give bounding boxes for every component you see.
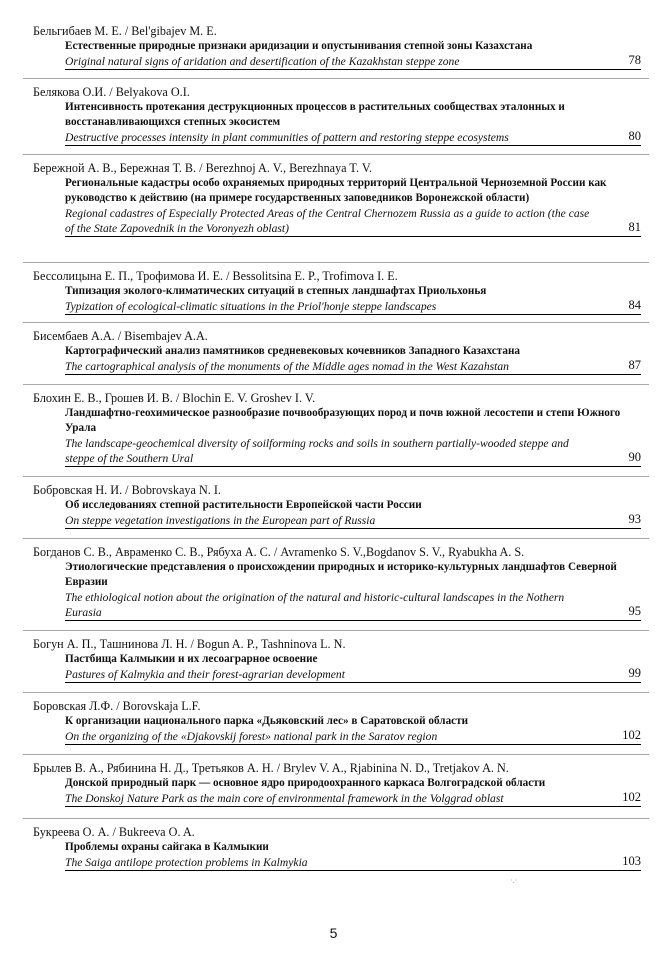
contents-entry	[33, 161, 641, 237]
entry-title-en: The Donskoj Nature Park as the main core of environmental framework in the Volggrad oblast	[65, 792, 504, 805]
entry-title-en: Pastures of Kalmykia and their forest-agrarian development	[65, 668, 345, 681]
entry-title-en: Regional cadastres of Especially Protected Areas of the Central Chernozem Russia as a guide to action (the case of the State Zapovednik in the Voronyezh oblast)	[65, 207, 590, 235]
entry-title-en: Original natural signs of aridation and desertification of the Kazakhstan steppe zone	[65, 55, 460, 68]
entry-title-ru: Региональные кадастры особо охраняемых природных территорий Центральной Черноземной России как руководство к действию (на примере государственных заповедников Воронежской области)	[65, 177, 607, 204]
entry-page-number: 78	[628, 53, 641, 67]
entry-authors: Бессолицына Е. П., Трофимова И. Е. / Bessolitsina E. P., Trofimova I. E.	[33, 269, 398, 283]
entry-authors: Бережной А. В., Бережная Т. В. / Berezhnoj A. V., Berezhnaya T. V.	[33, 161, 373, 175]
contents-entry	[33, 761, 641, 807]
entry-authors: Белякова О.И. / Belyakova O.I.	[33, 85, 190, 99]
entry-page-number: 103	[622, 854, 641, 868]
entry-authors: Бобровская Н. И. / Bobrovskaya N. I.	[33, 483, 221, 497]
entry-title-ru: Этиологические представления о происхождении природных и историко-культурных ландшафтов Северной Евразии	[65, 561, 617, 588]
entry-title-ru: Об исследованиях степной растительности Европейской части России	[65, 499, 422, 511]
scan-speck: ·.·	[510, 876, 518, 885]
entry-title-ru: Типизация эколого-климатических ситуаций в степных ландшафтах Приольхонья	[65, 285, 487, 297]
entry-page-number: 84	[628, 298, 641, 312]
entry-title-en: On steppe vegetation investigations in the European part of Russia	[65, 514, 376, 527]
entry-title-en: The landscape-geochemical diversity of soilforming rocks and soils in southern partially-wooded steppe and steppe of the Southern Ural	[65, 437, 569, 465]
entry-authors: Богун А. П., Ташнинова Л. Н. / Bogun A. P., Tashninova L. N.	[33, 637, 346, 651]
entry-title-en: Destructive processes intensity in plant communities of pattern and restoring steppe ecosystems	[65, 131, 509, 144]
contents-entry	[33, 329, 641, 375]
entry-authors: Боровская Л.Ф. / Borovskaja L.F.	[33, 699, 201, 713]
entry-title-ru: К организации национального парка «Дьяковский лес» в Саратовской области	[65, 715, 469, 727]
contents-entry	[33, 269, 641, 315]
contents-entry	[33, 545, 641, 621]
entry-page-number: 95	[628, 604, 641, 618]
contents-entry	[33, 637, 641, 683]
entry-page-number: 99	[628, 666, 641, 680]
entry-title-en: The cartographical analysis of the monuments of the Middle ages nomad in the West Kazahstan	[65, 360, 509, 373]
contents-entry	[33, 699, 641, 745]
contents-entry	[33, 391, 641, 467]
page-number: 5	[329, 925, 338, 941]
entry-page-number: 102	[622, 790, 641, 804]
contents-entry	[33, 85, 641, 146]
entry-title-ru: Донской природный парк — основное ядро природоохранного каркаса Волгоградской области	[65, 777, 546, 789]
entry-title-en: The ethiological notion about the origination of the natural and historic-cultural landscapes in the Nothern Eurasia	[65, 591, 565, 619]
entry-page-number: 80	[628, 129, 641, 143]
entry-authors: Блохин Е. В., Грошев И. В. / Blochin E. V. Groshev I. V.	[33, 391, 316, 405]
contents-entry	[33, 24, 641, 70]
entry-divider	[23, 78, 649, 79]
contents-entry	[33, 825, 641, 871]
entry-authors: Богданов С. В., Авраменко С. В., Рябуха А. С. / Avramenko S. V.,Bogdanov S. V., Ryabukha A. S.	[33, 545, 525, 559]
contents-entry	[33, 483, 641, 529]
entry-page-number: 102	[622, 728, 641, 742]
entry-title-ru: Пастбища Калмыкии и их лесоаграрное освоение	[65, 653, 318, 665]
entry-divider	[23, 384, 649, 385]
entry-divider	[23, 818, 649, 819]
entry-page-number: 93	[628, 512, 641, 526]
entry-page-number: 87	[628, 358, 641, 372]
entry-divider	[23, 630, 649, 631]
entry-title-en: On the organizing of the «Djakovskij forest» national park in the Saratov region	[65, 730, 438, 743]
entry-title-ru: Проблемы охраны сайгака в Калмыкии	[65, 841, 269, 853]
entry-title-ru: Естественные природные признаки аридизации и опустынивания степной зоны Казахстана	[65, 40, 533, 52]
entry-divider	[23, 476, 649, 477]
entry-title-ru: Ландшафтно-геохимическое разнообразие почвообразующих пород и почв южной лесостепи и степи Южного Урала	[65, 407, 621, 434]
entry-divider	[23, 262, 649, 263]
entry-divider	[23, 322, 649, 323]
entry-authors: Брылев В. А., Рябинина Н. Д., Третьяков А. Н. / Brylev V. A., Rjabinina N. D., Tretjakov A. N.	[33, 761, 509, 775]
entry-title-ru: Картографический анализ памятников средневековых кочевников Западного Казахстана	[65, 345, 521, 357]
entry-divider	[23, 692, 649, 693]
entry-title-ru: Интенсивность протекания деструкционных процессов в растительных сообществах эталонных и восстанавливающихся степных экосистем	[65, 101, 565, 128]
entry-divider	[23, 154, 649, 155]
entry-authors: Бельгибаев М. Е. / Bel'gibajev M. E.	[33, 24, 217, 38]
entry-page-number: 90	[628, 450, 641, 464]
entry-divider	[23, 538, 649, 539]
entry-authors: Бисембаев А.А. / Bisembajev A.A.	[33, 329, 208, 343]
entry-page-number: 81	[628, 220, 641, 234]
entry-title-en: The Saiga antilope protection problems in Kalmykia	[65, 856, 308, 869]
entry-authors: Букреева О. А. / Bukreeva O. A.	[33, 825, 195, 839]
entry-divider	[23, 754, 649, 755]
entry-title-en: Typization of ecological-climatic situations in the Priol'honje steppe landscapes	[65, 300, 437, 313]
